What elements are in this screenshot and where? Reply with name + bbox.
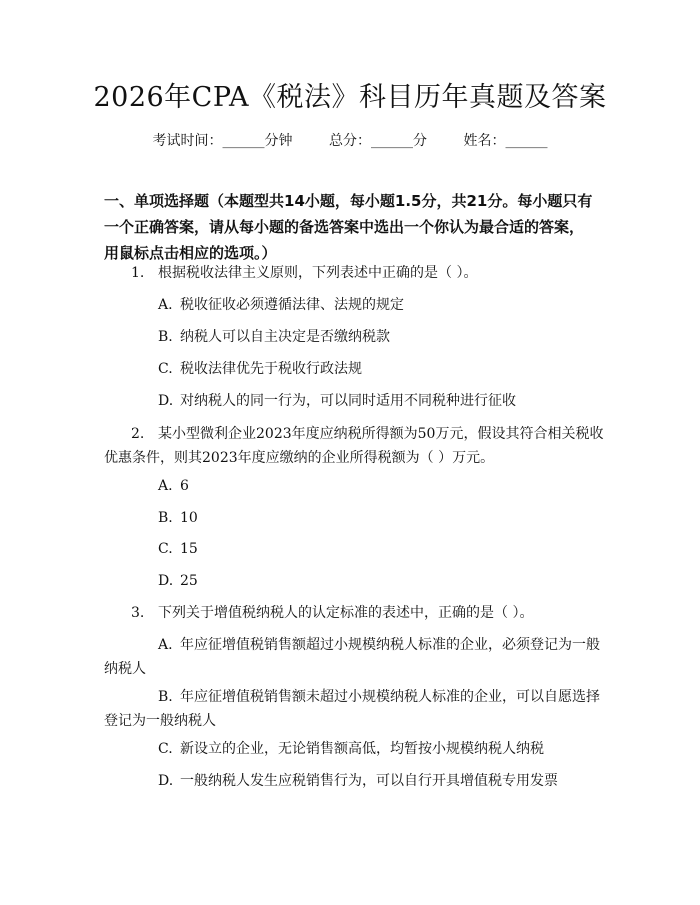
option-letter: A. <box>158 478 173 494</box>
question-text-line-1: 某小型微利企业2023年度应纳税所得额为50万元，假设其符合相关税收 <box>158 426 604 442</box>
question-number: 1. <box>131 265 145 281</box>
option-letter: B. <box>158 689 173 705</box>
question-3-option-d[interactable] <box>158 768 558 794</box>
question-text: 下列关于增值税纳税人的认定标准的表述中，正确的是（ ）。 <box>158 605 534 621</box>
option-letter: C. <box>158 741 173 757</box>
option-letter: B. <box>158 510 173 526</box>
option-letter: B. <box>158 329 173 345</box>
exam-time-label: 考试时间：______分钟 <box>152 133 293 149</box>
option-text-line-1: 年应征增值税销售额未超过小规模纳税人标准的企业，可以自愿选择 <box>180 689 600 705</box>
option-text-line-1: 年应征增值税销售额超过小规模纳税人标准的企业，必须登记为一般 <box>180 637 600 653</box>
option-text: 对纳税人的同一行为，可以同时适用不同税种进行征收 <box>180 393 516 409</box>
question-2-option-d[interactable] <box>158 568 198 594</box>
question-1-stem <box>131 260 477 286</box>
option-letter: D. <box>158 393 174 409</box>
question-2-option-a[interactable] <box>158 473 189 499</box>
question-2-option-b[interactable] <box>158 505 198 531</box>
option-text: 6 <box>180 478 189 494</box>
question-2-stem-continued <box>104 445 494 471</box>
option-letter: A. <box>158 637 173 653</box>
option-letter: D. <box>158 773 174 789</box>
question-3-option-b[interactable] <box>158 684 600 710</box>
option-letter: D. <box>158 573 174 589</box>
option-text-line-2: 纳税人 <box>104 661 146 677</box>
exam-info-line <box>0 131 700 151</box>
question-number: 2. <box>131 426 145 442</box>
student-name-label: 姓名：______ <box>463 133 548 149</box>
question-3-option-b-continued[interactable] <box>104 708 216 734</box>
option-text: 15 <box>180 541 198 557</box>
question-3-option-c[interactable] <box>158 736 544 762</box>
question-number: 3. <box>131 605 145 621</box>
section-heading: 一、单项选择题（本题型共14小题，每小题1.5分，共21分。每小题只有一个正确答案，请从每小题的备选答案中选出一个你认为最合适的答案，用鼠标点击相应的选项。） <box>104 192 593 262</box>
question-text-line-2: 优惠条件，则其2023年度应缴纳的企业所得税额为（ ）万元。 <box>104 450 495 466</box>
question-2-stem <box>131 421 603 447</box>
question-1-option-a[interactable] <box>158 292 404 318</box>
page-title: 2026年CPA《税法》科目历年真题及答案 <box>93 82 607 113</box>
option-text: 新设立的企业，无论销售额高低，均暂按小规模纳税人纳税 <box>180 741 544 757</box>
option-text: 纳税人可以自主决定是否缴纳税款 <box>180 329 390 345</box>
option-text: 25 <box>180 573 198 589</box>
option-text-line-2: 登记为一般纳税人 <box>104 713 216 729</box>
question-3-option-a-continued[interactable] <box>104 656 146 682</box>
total-score-label: 总分：______分 <box>329 133 427 149</box>
option-text: 10 <box>180 510 198 526</box>
question-1-option-c[interactable] <box>158 356 362 382</box>
question-1-option-d[interactable] <box>158 388 516 414</box>
question-1-option-b[interactable] <box>158 324 390 350</box>
option-letter: C. <box>158 361 173 377</box>
option-text: 一般纳税人发生应税销售行为，可以自行开具增值税专用发票 <box>180 773 558 789</box>
option-letter: A. <box>158 297 173 313</box>
option-letter: C. <box>158 541 173 557</box>
question-text: 根据税收法律主义原则，下列表述中正确的是（ ）。 <box>158 265 478 281</box>
option-text: 税收法律优先于税收行政法规 <box>180 361 362 377</box>
question-2-option-c[interactable] <box>158 536 198 562</box>
option-text: 税收征收必须遵循法律、法规的规定 <box>180 297 404 313</box>
question-3-option-a[interactable] <box>158 632 600 658</box>
question-3-stem <box>131 600 533 626</box>
